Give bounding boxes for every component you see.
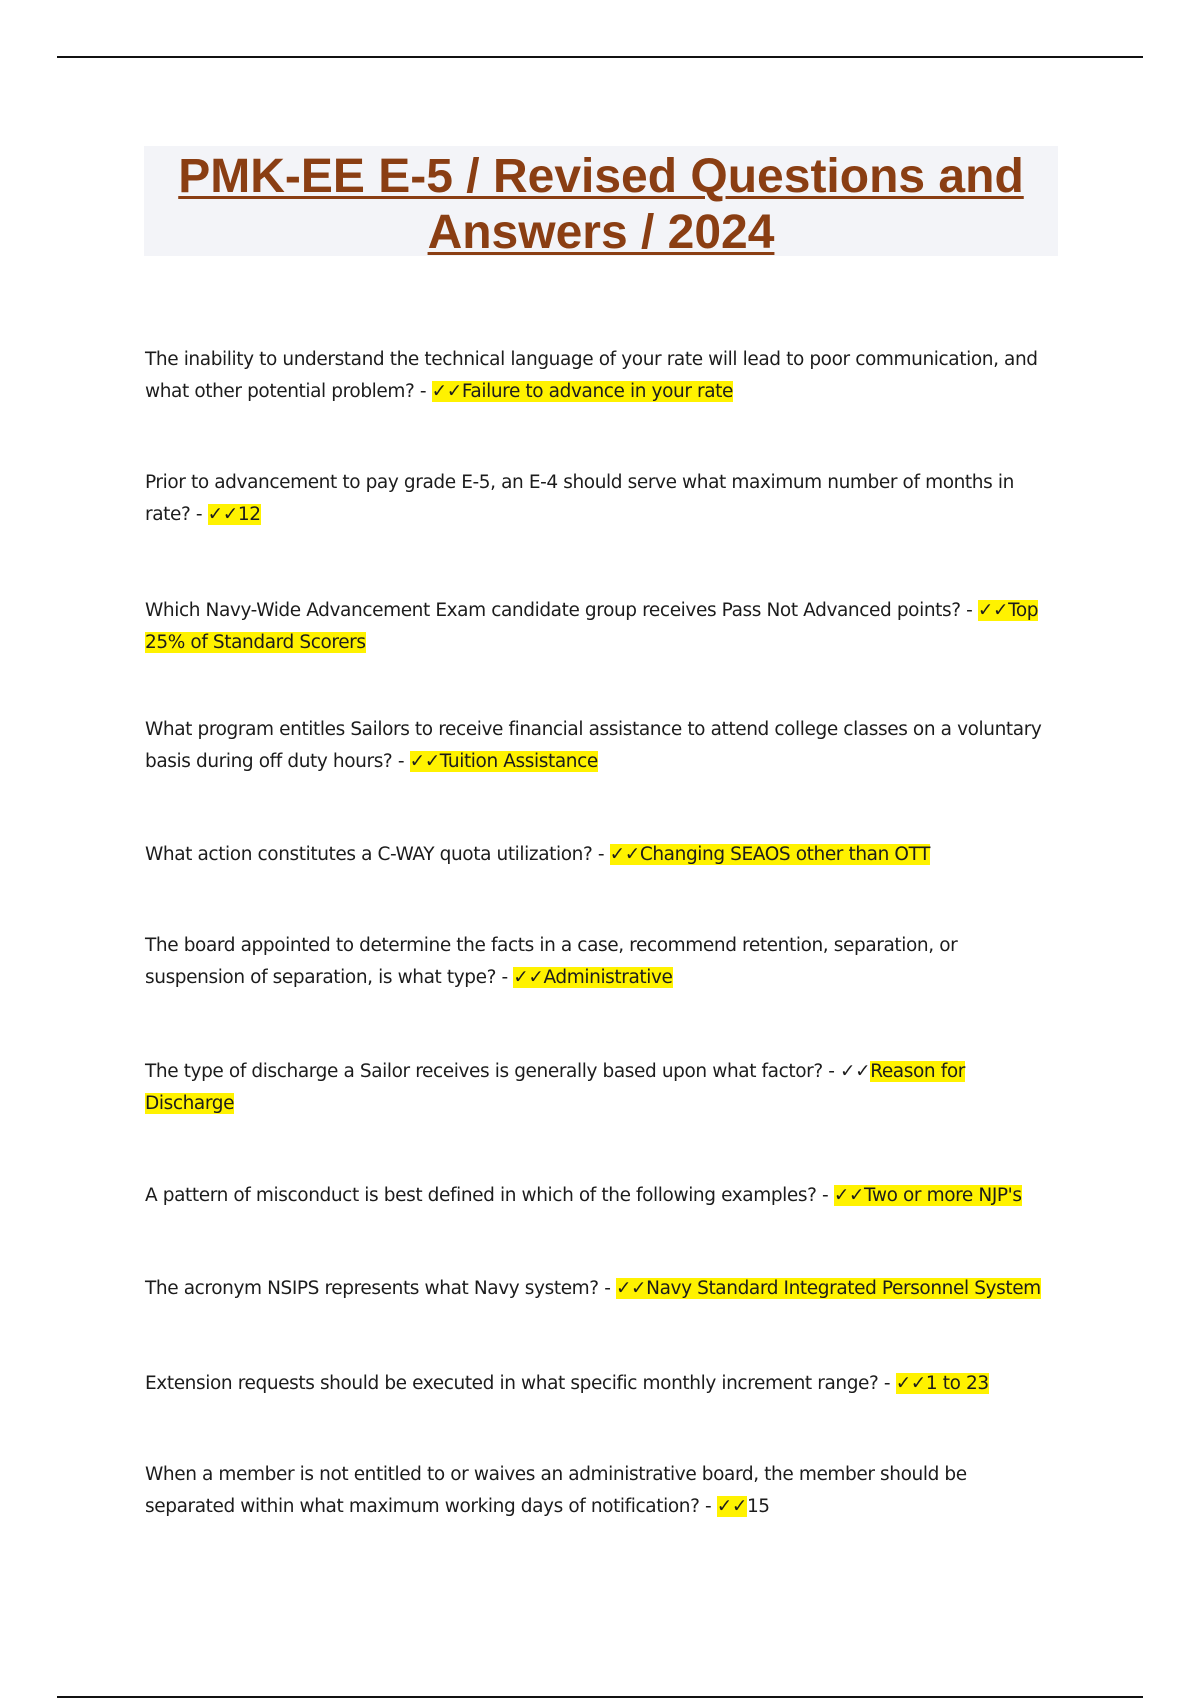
answer-highlight: ✓✓12 <box>207 504 261 525</box>
answer-highlight: ✓✓Changing SEAOS other than OTT <box>609 844 931 865</box>
answer-highlight: ✓✓Tuition Assistance <box>409 751 598 772</box>
qa-item <box>145 595 1055 659</box>
answer-highlight: ✓✓Administrative <box>513 967 673 988</box>
question-text: The type of discharge a Sailor receives is generally based upon what factor? - <box>145 1061 840 1082</box>
bottom-rule <box>57 1696 1143 1698</box>
question-text: The board appointed to determine the facts in a case, recommend retention, separation, or suspension of separation, is what type? - <box>145 935 958 988</box>
question-text: A pattern of misconduct is best defined in which of the following examples? - <box>145 1185 834 1206</box>
qa-item <box>145 1180 1055 1212</box>
answer-highlight: ✓✓Navy Standard Integrated Personnel System <box>615 1278 1041 1299</box>
qa-item <box>145 467 1055 531</box>
qa-item <box>145 930 1055 994</box>
answer-highlight: ✓✓ <box>716 1496 747 1517</box>
title-line-2: Answers / 2024 <box>427 206 775 259</box>
title-banner <box>144 146 1058 259</box>
question-text: When a member is not entitled to or waives an administrative board, the member should be separated within what maximum working days of notification? - <box>145 1464 967 1517</box>
question-text: Prior to advancement to pay grade E-5, an E-4 should serve what maximum number of months in rate? - <box>145 472 1014 525</box>
qa-item <box>145 1056 1055 1120</box>
qa-item <box>145 1273 1055 1305</box>
answer-highlight: ✓✓Two or more NJP's <box>833 1185 1022 1206</box>
question-text: Extension requests should be executed in what specific monthly increment range? - <box>145 1373 896 1394</box>
title-line-1: PMK-EE E-5 / Revised Questions and <box>178 150 1024 203</box>
answer-highlight: Reason for Discharge <box>145 1061 965 1114</box>
qa-item <box>145 1459 1055 1523</box>
qa-item <box>145 839 1055 871</box>
document-title <box>144 146 1058 261</box>
answer-highlight: ✓✓Failure to advance in your rate <box>431 381 733 402</box>
qa-item <box>145 714 1055 778</box>
answer-highlight: ✓✓Top 25% of Standard Scorers <box>145 600 1039 653</box>
question-text: The acronym NSIPS represents what Navy system? - <box>145 1278 616 1299</box>
top-rule <box>57 56 1143 58</box>
check-marks: ✓✓ <box>840 1061 871 1082</box>
question-text: The inability to understand the technical language of your rate will lead to poor communication, and what other potential problem? - <box>145 349 1038 402</box>
qa-item <box>145 344 1055 408</box>
question-text: What program entitles Sailors to receive financial assistance to attend college classes on a voluntary basis during off duty hours? - <box>145 719 1042 772</box>
answer-tail: 15 <box>746 1496 770 1517</box>
answer-highlight: ✓✓1 to 23 <box>895 1373 989 1394</box>
question-text: Which Navy-Wide Advancement Exam candidate group receives Pass Not Advanced points? - <box>145 600 978 621</box>
qa-item <box>145 1368 1055 1400</box>
question-text: What action constitutes a C-WAY quota utilization? - <box>145 844 610 865</box>
